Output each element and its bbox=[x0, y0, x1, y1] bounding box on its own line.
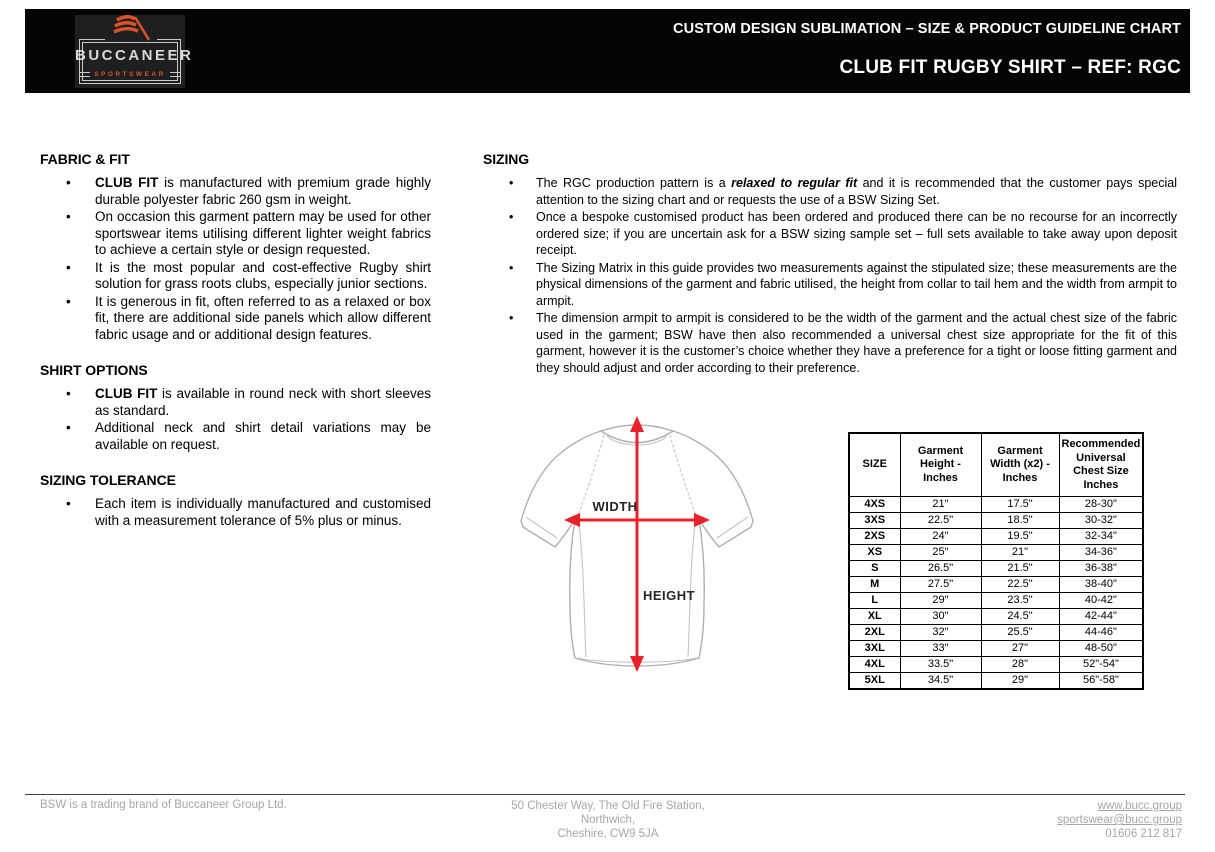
size-cell: 5XL bbox=[849, 673, 900, 690]
measurement-cell: 30-32" bbox=[1059, 513, 1143, 529]
measurement-cell: 44-46" bbox=[1059, 625, 1143, 641]
measurement-cell: 29" bbox=[981, 673, 1059, 690]
bullet-list bbox=[40, 386, 431, 453]
footer-contact bbox=[1057, 799, 1182, 841]
bullet-list bbox=[483, 175, 1177, 376]
size-table-column-header: Recommended Universal Chest Size Inches bbox=[1059, 433, 1143, 497]
measurement-cell: 33.5" bbox=[900, 657, 981, 673]
footer-address-line: 50 Chester Way, The Old Fire Station, bbox=[511, 800, 705, 812]
section-heading: SIZING TOLERANCE bbox=[40, 472, 176, 488]
measurement-cell: 24.5" bbox=[981, 609, 1059, 625]
measurement-cell: 52"-54" bbox=[1059, 657, 1143, 673]
size-cell: 4XL bbox=[849, 657, 900, 673]
measurement-cell: 28-30" bbox=[1059, 497, 1143, 513]
footer-phone: 01606 212 817 bbox=[1105, 828, 1182, 840]
footer-trading-note: BSW is a trading brand of Buccaneer Group Ltd. bbox=[40, 799, 287, 811]
bullet-item: • Additional neck and shirt detail variations may be available on request. bbox=[95, 420, 431, 453]
footer-website-link[interactable]: www.bucc.group bbox=[1097, 800, 1182, 812]
logo-wordmark: BUCCANEER bbox=[75, 47, 194, 64]
bullet-item: • CLUB FIT is manufactured with premium grade highly durable polyester fabric 260 gsm in weight. bbox=[95, 175, 431, 208]
size-cell: L bbox=[849, 593, 900, 609]
bullet-item: • Once a bespoke customised product has been ordered and produced there can be no recourse for an incorrectly ordered size; if you are uncertain ask for a BSW sizing sample set – full sets available to take away upon deposit receipt. bbox=[536, 209, 1177, 259]
measurement-cell: 38-40" bbox=[1059, 577, 1143, 593]
shirt-diagram bbox=[500, 408, 835, 698]
measurement-cell: 27" bbox=[981, 641, 1059, 657]
measurement-cell: 42-44" bbox=[1059, 609, 1143, 625]
measurement-cell: 33" bbox=[900, 641, 981, 657]
right-column bbox=[483, 151, 1177, 377]
size-cell: 2XS bbox=[849, 529, 900, 545]
measurement-cell: 22.5" bbox=[900, 513, 981, 529]
measurement-cell: 17.5" bbox=[981, 497, 1059, 513]
size-table-row bbox=[849, 497, 1143, 513]
size-cell: 4XS bbox=[849, 497, 900, 513]
height-label: HEIGHT bbox=[643, 588, 696, 603]
logo-subtitle: SPORTSWEAR bbox=[94, 71, 166, 78]
bullet-item: • The Sizing Matrix in this guide provides two measurements against the stipulated size; these measurements are the physical dimensions of the garment and fabric utilised, the height from collar to tail hem and the width from armpit to armpit. bbox=[536, 260, 1177, 310]
section-heading: FABRIC & FIT bbox=[40, 151, 130, 167]
bullet-item: • The RGC production pattern is a relaxed to regular fit and it is recommended that the customer pays special attention to the sizing chart and or requests the use of a BSW Sizing Set. bbox=[536, 175, 1177, 208]
header-bar bbox=[25, 9, 1190, 93]
measurement-cell: 36-38" bbox=[1059, 561, 1143, 577]
bullet-item: • The dimension armpit to armpit is considered to be the width of the garment and the actual chest size of the fabric used in the garment; BSW have then also recommended a universal chest size appropriate for the fit of this garment, however it is the customer’s choice whether they have a preference for a tight or loose fitting garment and they should adjust and order according to their preference. bbox=[536, 310, 1177, 376]
size-table-header-row bbox=[849, 433, 1143, 497]
bullet-list bbox=[40, 496, 431, 529]
measurement-cell: 18.5" bbox=[981, 513, 1059, 529]
size-table bbox=[848, 432, 1144, 690]
size-cell: 3XS bbox=[849, 513, 900, 529]
size-table-head bbox=[849, 433, 1143, 497]
measurement-cell: 21" bbox=[900, 497, 981, 513]
measurement-cell: 24" bbox=[900, 529, 981, 545]
size-table-row bbox=[849, 529, 1143, 545]
logo-dash-right bbox=[170, 72, 181, 77]
measurement-cell: 27.5" bbox=[900, 577, 981, 593]
measurement-cell: 21" bbox=[981, 545, 1059, 561]
measurement-cell: 26.5" bbox=[900, 561, 981, 577]
document-kicker: CUSTOM DESIGN SUBLIMATION – SIZE & PRODUCT GUIDELINE CHART bbox=[673, 21, 1181, 37]
size-cell: M bbox=[849, 577, 900, 593]
bullet-item: • CLUB FIT is available in round neck with short sleeves as standard. bbox=[95, 386, 431, 419]
bullet-item: • Each item is individually manufactured and customised with a measurement tolerance of 5% plus or minus. bbox=[95, 496, 431, 529]
size-table-body bbox=[849, 497, 1143, 690]
measurement-cell: 56"-58" bbox=[1059, 673, 1143, 690]
bullet-item: • On occasion this garment pattern may be used for other sportswear items utilising different lighter weight fabrics to achieve a certain style or design requested. bbox=[95, 209, 431, 259]
measurement-cell: 19.5" bbox=[981, 529, 1059, 545]
size-cell: 3XL bbox=[849, 641, 900, 657]
measurement-cell: 48-50" bbox=[1059, 641, 1143, 657]
measurement-cell: 25.5" bbox=[981, 625, 1059, 641]
logo-subtitle-row bbox=[75, 71, 185, 78]
measurement-cell: 34-36" bbox=[1059, 545, 1143, 561]
footer-divider bbox=[25, 794, 1185, 795]
size-table-row bbox=[849, 561, 1143, 577]
size-table-row bbox=[849, 593, 1143, 609]
size-table-row bbox=[849, 673, 1143, 690]
measurement-cell: 29" bbox=[900, 593, 981, 609]
width-label: WIDTH bbox=[592, 499, 638, 514]
size-cell: XL bbox=[849, 609, 900, 625]
section-heading: SIZING bbox=[483, 151, 530, 167]
measurement-cell: 25" bbox=[900, 545, 981, 561]
size-table-row bbox=[849, 513, 1143, 529]
size-table-row bbox=[849, 577, 1143, 593]
size-table-row bbox=[849, 641, 1143, 657]
left-column bbox=[40, 151, 431, 530]
measurement-cell: 23.5" bbox=[981, 593, 1059, 609]
size-cell: S bbox=[849, 561, 900, 577]
size-cell: XS bbox=[849, 545, 900, 561]
measurement-cell: 30" bbox=[900, 609, 981, 625]
measurement-cell: 28" bbox=[981, 657, 1059, 673]
measurement-cell: 32" bbox=[900, 625, 981, 641]
bullet-item: • It is the most popular and cost-effective Rugby shirt solution for grass roots clubs, especially junior sections. bbox=[95, 260, 431, 293]
size-table-row bbox=[849, 657, 1143, 673]
bullet-list bbox=[40, 175, 431, 343]
footer-address-line: Northwich, bbox=[580, 814, 636, 826]
footer-email-link[interactable]: sportswear@bucc.group bbox=[1057, 814, 1182, 826]
size-table-row bbox=[849, 609, 1143, 625]
measurement-cell: 22.5" bbox=[981, 577, 1059, 593]
size-table-column-header: SIZE bbox=[849, 433, 900, 497]
bullet-item: • It is generous in fit, often referred to as a relaxed or box fit, there are additional side panels which allow different fabric usage and or additional design features. bbox=[95, 294, 431, 344]
section-heading: SHIRT OPTIONS bbox=[40, 362, 148, 378]
size-table-column-header: Garment Width (x2) - Inches bbox=[981, 433, 1059, 497]
size-cell: 2XL bbox=[849, 625, 900, 641]
measurement-cell: 32-34" bbox=[1059, 529, 1143, 545]
footer-address-line: Cheshire, CW9 5JA bbox=[557, 828, 659, 840]
size-table-column-header: Garment Height - Inches bbox=[900, 433, 981, 497]
document-title: CLUB FIT RUGBY SHIRT – REF: RGC bbox=[839, 57, 1181, 78]
measurement-cell: 34.5" bbox=[900, 673, 981, 690]
logo-dash-left bbox=[79, 72, 90, 77]
measurement-cell: 21.5" bbox=[981, 561, 1059, 577]
measurement-cell: 40-42" bbox=[1059, 593, 1143, 609]
size-table-row bbox=[849, 625, 1143, 641]
footer-address bbox=[433, 799, 783, 841]
flag-icon bbox=[105, 15, 157, 41]
brand-logo bbox=[75, 15, 194, 88]
size-table-row bbox=[849, 545, 1143, 561]
